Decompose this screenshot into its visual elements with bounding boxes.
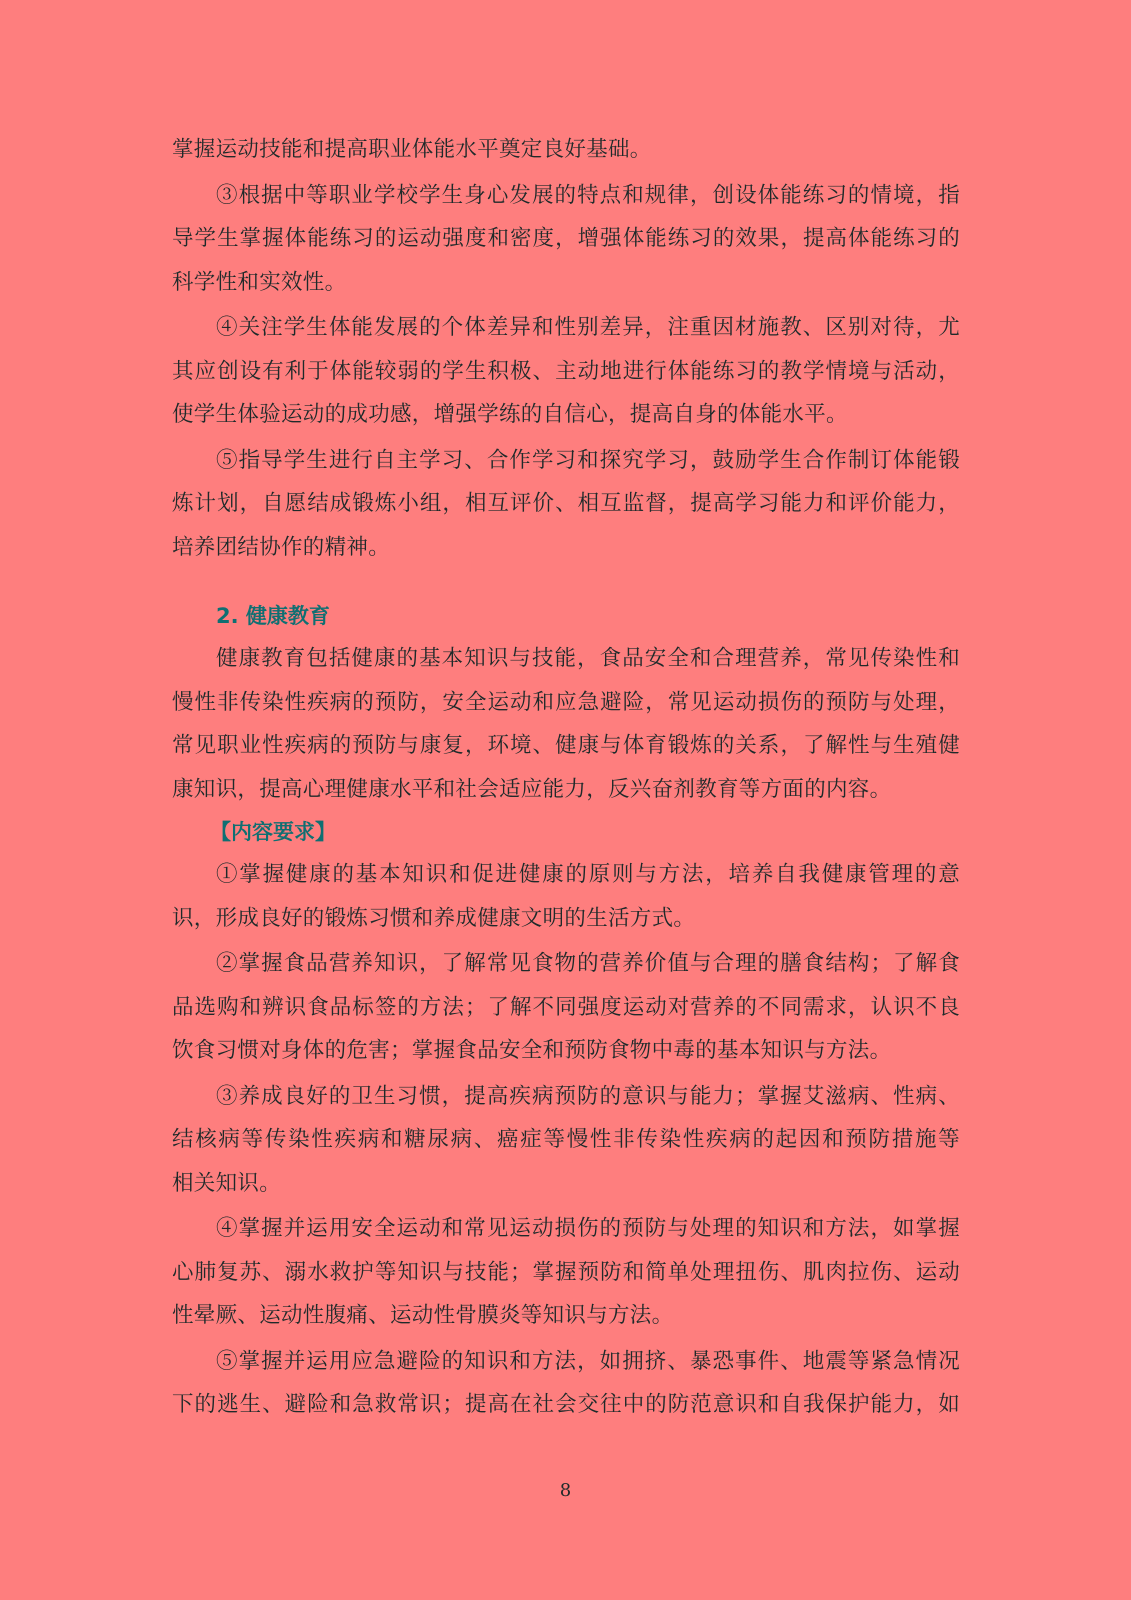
text-line: 健康教育包括健康的基本知识与技能，食品安全和合理营养，常见传染性和	[216, 646, 960, 671]
section-intro	[172, 637, 960, 811]
text-line: 相关知识。	[172, 1170, 282, 1196]
requirement-4	[172, 1207, 960, 1338]
text-line: 炼计划，自愿结成锻炼小组，相互评价、相互监督，提高学习能力和评价能力，	[172, 491, 960, 516]
requirement-3	[172, 1075, 960, 1206]
text-line: 下的逃生、避险和急救常识；提高在社会交往中的防范意识和自我保护能力，如	[172, 1392, 960, 1417]
content-requirements-heading: 【内容要求】	[210, 820, 336, 844]
paragraph-item-5	[172, 439, 960, 570]
paragraph-item-4	[172, 306, 960, 437]
text-line: ③根据中等职业学校学生身心发展的特点和规律，创设体能练习的情境，指	[216, 182, 960, 208]
requirement-1	[172, 853, 960, 940]
text-line: 性晕厥、运动性腹痛、运动性骨膜炎等知识与方法。	[172, 1303, 674, 1328]
text-line: 掌握运动技能和提高职业体能水平奠定良好基础。	[172, 137, 652, 162]
text-line: 结核病等传染性疾病和糖尿病、癌症等慢性非传染性疾病的起因和预防措施等	[172, 1127, 960, 1152]
requirement-2	[172, 942, 960, 1073]
text-line: ⑤指导学生进行自主学习、合作学习和探究学习，鼓励学生合作制订体能锻	[216, 447, 960, 473]
document-page	[172, 128, 960, 1427]
text-line: ④掌握并运用安全运动和常见运动损伤的预防与处理的知识和方法，如掌握	[216, 1216, 960, 1241]
text-line: ②掌握食品营养知识，了解常见食物的营养价值与合理的膳食结构；了解食	[216, 951, 960, 976]
section-heading: 2. 健康教育	[216, 604, 330, 628]
text-line: 品选购和辨识食品标签的方法；了解不同强度运动对营养的不同需求，认识不良	[172, 994, 960, 1020]
text-line: 识，形成良好的锻炼习惯和养成健康文明的生活方式。	[172, 905, 696, 931]
text-line: 心肺复苏、溺水救护等知识与技能；掌握预防和简单处理扭伤、肌肉拉伤、运动	[172, 1259, 960, 1285]
text-line: ③养成良好的卫生习惯，提高疾病预防的意识与能力；掌握艾滋病、性病、	[216, 1083, 960, 1109]
text-line: 其应创设有利于体能较弱的学生积极、主动地进行体能练习的教学情境与活动，	[172, 358, 960, 384]
text-line: ④关注学生体能发展的个体差异和性别差异，注重因材施教、区别对待，尤	[216, 315, 960, 340]
text-line: 科学性和实效性。	[172, 269, 347, 295]
text-line: 慢性非传染性疾病的预防，安全运动和应急避险，常见运动损伤的预防与处理，	[172, 689, 960, 715]
text-line: 饮食习惯对身体的危害；掌握食品安全和预防食物中毒的基本知识与方法。	[172, 1038, 892, 1063]
page-number: 8	[559, 1480, 572, 1501]
text-line: ⑤掌握并运用应急避险的知识和方法，如拥挤、暴恐事件、地震等紧急情况	[216, 1348, 960, 1374]
paragraph-item-3	[172, 174, 960, 305]
text-line: ①掌握健康的基本知识和促进健康的原则与方法，培养自我健康管理的意	[216, 862, 960, 887]
text-line: 培养团结协作的精神。	[172, 534, 391, 560]
text-line: 使学生体验运动的成功感，增强学练的自信心，提高自身的体能水平。	[172, 402, 848, 427]
text-line: 康知识，提高心理健康水平和社会适应能力，反兴奋剂教育等方面的内容。	[172, 776, 892, 802]
paragraph-continuation	[172, 128, 960, 172]
text-line: 常见职业性疾病的预防与康复，环境、健康与体育锻炼的关系，了解性与生殖健	[172, 733, 960, 758]
text-line: 导学生掌握体能练习的运动强度和密度，增强体能练习的效果，提高体能练习的	[172, 226, 960, 251]
requirement-5	[172, 1340, 960, 1427]
